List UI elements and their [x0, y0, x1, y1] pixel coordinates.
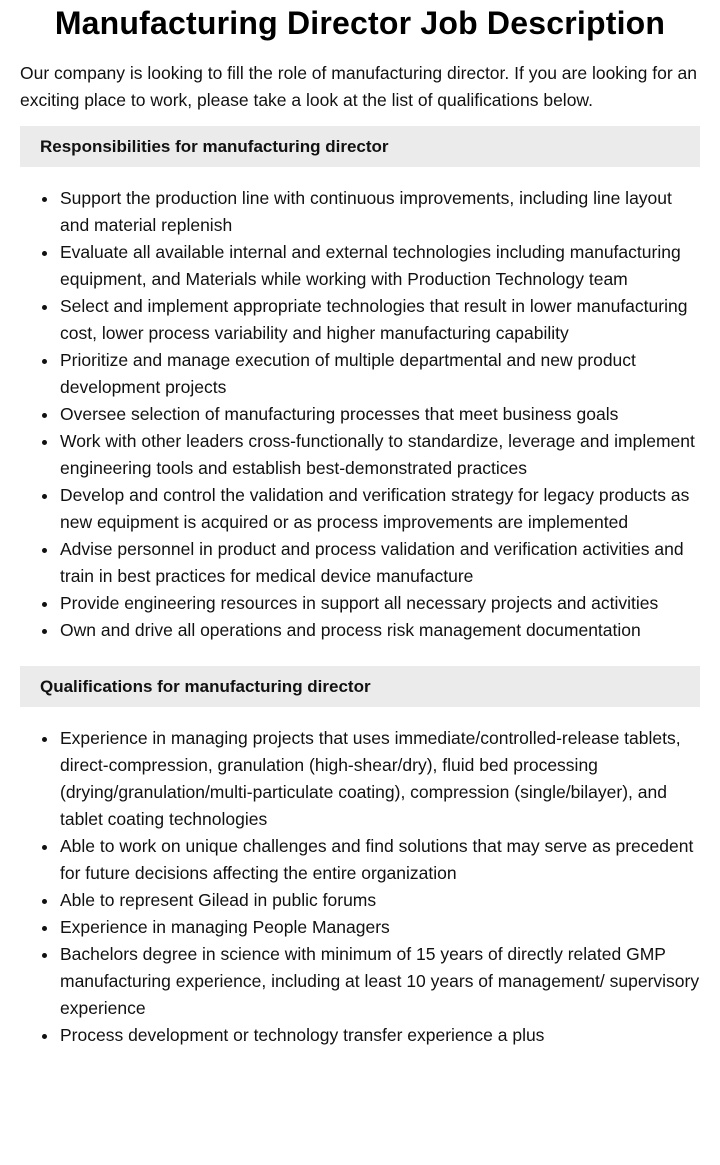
list-item: Process development or technology transfer experience a plus: [60, 1022, 700, 1049]
list-item: Own and drive all operations and process risk management documentation: [60, 617, 700, 644]
list-item: Oversee selection of manufacturing processes that meet business goals: [60, 401, 700, 428]
list-item: Experience in managing projects that uses immediate/controlled-release tablets, direct-compression, granulation (high-shear/dry), fluid bed processing (drying/granulation/multi-particulate coating), compression (single/bilayer), and tablet coating technologies: [60, 725, 700, 833]
list-item: Advise personnel in product and process validation and verification activities and train in best practices for medical device manufacture: [60, 536, 700, 590]
list-item: Experience in managing People Managers: [60, 914, 700, 941]
list-item: Able to represent Gilead in public forums: [60, 887, 700, 914]
responsibilities-header: Responsibilities for manufacturing director: [20, 126, 700, 167]
intro-paragraph: Our company is looking to fill the role of manufacturing director. If you are looking for an exciting place to work, please take a look at the list of qualifications below.: [20, 63, 698, 110]
qualifications-section: [20, 666, 700, 1049]
list-item: Work with other leaders cross-functionally to standardize, leverage and implement engineering tools and establish best-demonstrated practices: [60, 428, 700, 482]
list-item: Able to work on unique challenges and find solutions that may serve as precedent for future decisions affecting the entire organization: [60, 833, 700, 887]
responsibilities-section: [20, 126, 700, 644]
responsibilities-list: [20, 185, 700, 644]
page-title: Manufacturing Director Job Description: [54, 5, 666, 41]
list-item: Prioritize and manage execution of multiple departmental and new product development projects: [60, 347, 700, 401]
list-item: Evaluate all available internal and external technologies including manufacturing equipment, and Materials while working with Production Technology team: [60, 239, 700, 293]
list-item: Select and implement appropriate technologies that result in lower manufacturing cost, lower process variability and higher manufacturing capability: [60, 293, 700, 347]
list-item: Support the production line with continuous improvements, including line layout and material replenish: [60, 185, 700, 239]
list-item: Provide engineering resources in support all necessary projects and activities: [60, 590, 700, 617]
qualifications-list: [20, 725, 700, 1049]
list-item: Develop and control the validation and verification strategy for legacy products as new equipment is acquired or as process improvements are implemented: [60, 482, 700, 536]
qualifications-header: Qualifications for manufacturing director: [20, 666, 700, 707]
list-item: Bachelors degree in science with minimum of 15 years of directly related GMP manufacturing experience, including at least 10 years of management/ supervisory experience: [60, 941, 700, 1022]
